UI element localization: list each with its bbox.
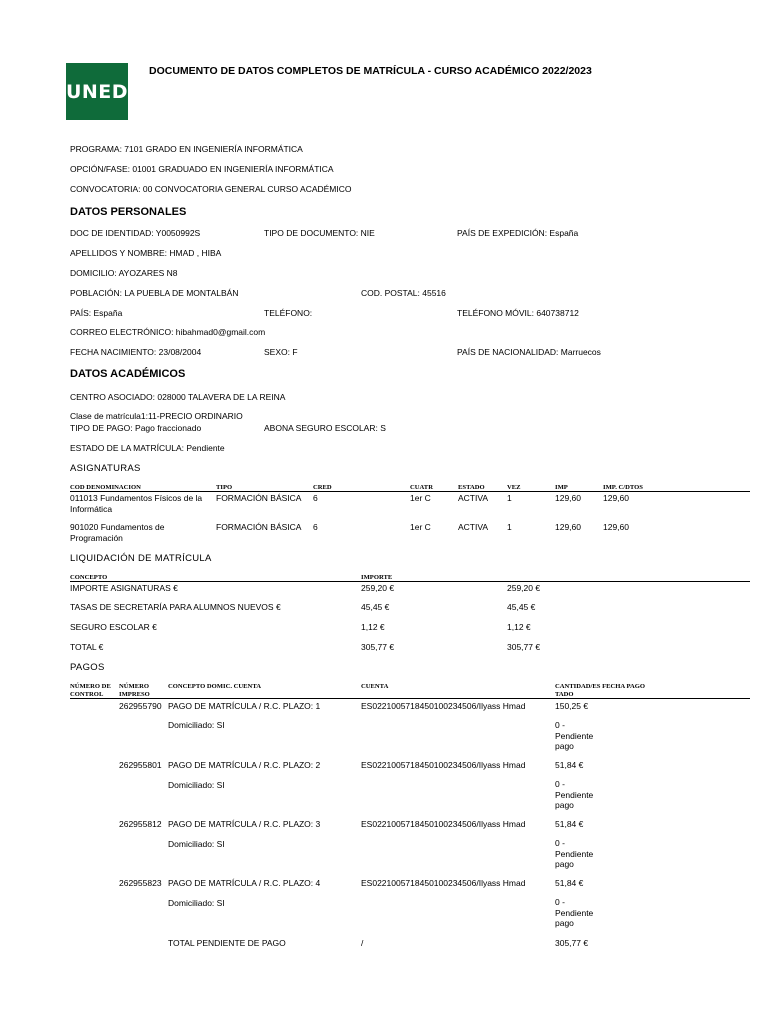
payment-impreso: 262955823 xyxy=(119,878,162,888)
settlement-amount: 259,20 € xyxy=(361,583,395,593)
convocatoria-field: CONVOCATORIA: 00 CONVOCATORIA GENERAL CURSO ACADÉMICO xyxy=(70,184,352,194)
payment-amount: 51,84 € xyxy=(555,819,584,829)
payment-total-separator: / xyxy=(361,938,364,948)
issuing-country-field: PAÍS DE EXPEDICIÓN: España xyxy=(457,228,579,238)
subject-name: 901020 Fundamentos de Programación xyxy=(70,522,165,543)
payment-direct-debit: Domiciliado: SI xyxy=(168,780,225,790)
settlement-amount-2: 1,12 € xyxy=(507,622,531,632)
payment-impreso: 262955801 xyxy=(119,760,162,770)
payment-status: 0 - Pendiente pago xyxy=(555,720,594,751)
payment-concept: PAGO DE MATRÍCULA / R.C. PLAZO: 3 xyxy=(168,819,321,829)
payments-header-rule xyxy=(70,698,750,699)
settlement-amount-2: 305,77 € xyxy=(507,642,541,652)
payment-account: ES0221005718450100234506/Ilyass Hmad xyxy=(361,701,526,711)
subject-times: 1 xyxy=(507,493,512,503)
phone-field: TELÉFONO: xyxy=(264,308,313,318)
settlement-concept: TASAS DE SECRETARÍA PARA ALUMNOS NUEVOS € xyxy=(70,602,281,612)
subjects-col-discounted: IMP. C/DTOS xyxy=(603,484,643,491)
document-title: DOCUMENTO DE DATOS COMPLETOS DE MATRÍCULA - CURSO ACADÉMICO 2022/2023 xyxy=(149,65,592,77)
payment-total-label: TOTAL PENDIENTE DE PAGO xyxy=(168,938,286,948)
payment-direct-debit: Domiciliado: SI xyxy=(168,720,225,730)
settlement-section-title: LIQUIDACIÓN DE MATRÍCULA xyxy=(70,553,212,564)
payment-concept: PAGO DE MATRÍCULA / R.C. PLAZO: 2 xyxy=(168,760,321,770)
subjects-col-type: TIPO xyxy=(216,484,233,491)
settlement-amount: 1,12 € xyxy=(361,622,385,632)
email-field: CORREO ELECTRÓNICO: hibahmad0@gmail.com xyxy=(70,327,266,337)
center-field: CENTRO ASOCIADO: 028000 TALAVERA DE LA REINA xyxy=(70,392,286,402)
settlement-concept: IMPORTE ASIGNATURAS € xyxy=(70,583,178,593)
subject-type: FORMACIÓN BÁSICA xyxy=(216,522,302,532)
payment-account: ES0221005718450100234506/Ilyass Hmad xyxy=(361,878,526,888)
country-field: PAÍS: España xyxy=(70,308,123,318)
subject-discounted: 129,60 xyxy=(603,522,629,532)
payment-concept: PAGO DE MATRÍCULA / R.C. PLAZO: 1 xyxy=(168,701,321,711)
payment-direct-debit: Domiciliado: SI xyxy=(168,839,225,849)
settlement-col-concept: CONCEPTO xyxy=(70,574,108,581)
payment-status: 0 - Pendiente pago xyxy=(555,779,594,810)
subject-term: 1er C xyxy=(410,522,431,532)
subject-term: 1er C xyxy=(410,493,431,503)
address-field: DOMICILIO: AYOZARES N8 xyxy=(70,268,178,278)
subjects-col-credits: CRED xyxy=(313,484,332,491)
payment-type-field: TIPO DE PAGO: Pago fraccionado xyxy=(70,423,202,433)
settlement-col-amount: IMPORTE xyxy=(361,574,393,581)
programa-field: PROGRAMA: 7101 GRADO EN INGENIERÍA INFORMÁTICA xyxy=(70,144,303,154)
subject-times: 1 xyxy=(507,522,512,532)
settlement-amount-2: 45,45 € xyxy=(507,602,536,612)
settlement-concept: SEGURO ESCOLAR € xyxy=(70,622,157,632)
personal-section-title: DATOS PERSONALES xyxy=(70,206,187,218)
mobile-field: TELÉFONO MÓVIL: 640738712 xyxy=(457,308,579,318)
subject-credits: 6 xyxy=(313,522,318,532)
postal-code-field: COD. POSTAL: 45516 xyxy=(361,288,446,298)
settlement-header-rule xyxy=(70,581,750,582)
subjects-header-rule xyxy=(70,491,750,492)
subject-amount: 129,60 xyxy=(555,522,581,532)
payments-col-amount-date: CANTIDAD/ES FECHA PAGO TADO xyxy=(555,683,646,698)
payment-status: 0 - Pendiente pago xyxy=(555,897,594,928)
payments-section-title: PAGOS xyxy=(70,662,105,673)
payment-impreso: 262955790 xyxy=(119,701,162,711)
settlement-amount-2: 259,20 € xyxy=(507,583,541,593)
nationality-field: PAÍS DE NACIONALIDAD: Marruecos xyxy=(457,347,601,357)
payment-direct-debit: Domiciliado: SI xyxy=(168,898,225,908)
payments-col-concept: CONCEPTO DOMIC. CUENTA xyxy=(168,683,261,690)
payments-col-impreso: NÚMERO IMPRESO xyxy=(119,683,150,698)
opcion-field: OPCIÓN/FASE: 01001 GRADUADO EN INGENIERÍA INFORMÁTICA xyxy=(70,164,334,174)
payment-concept: PAGO DE MATRÍCULA / R.C. PLAZO: 4 xyxy=(168,878,321,888)
settlement-amount: 305,77 € xyxy=(361,642,395,652)
subject-name: 011013 Fundamentos Físicos de la Informática xyxy=(70,493,203,514)
subjects-col-name: COD DENOMINACION xyxy=(70,484,141,491)
subject-type: FORMACIÓN BÁSICA xyxy=(216,493,302,503)
payment-amount: 150,25 € xyxy=(555,701,589,711)
subjects-col-term: CUATR xyxy=(410,484,433,491)
payment-amount: 51,84 € xyxy=(555,760,584,770)
settlement-amount: 45,45 € xyxy=(361,602,390,612)
subjects-section-title: ASIGNATURAS xyxy=(70,463,141,474)
subject-status: ACTIVA xyxy=(458,522,489,532)
uned-logo: UNED xyxy=(66,63,128,120)
doc-id-field: DOC DE IDENTIDAD: Y0050992S xyxy=(70,228,201,238)
settlement-concept: TOTAL € xyxy=(70,642,104,652)
payment-total-value: 305,77 € xyxy=(555,938,589,948)
enrolment-class-field: Clase de matrícula1:11-PRECIO ORDINARIO xyxy=(70,411,243,421)
payment-status: 0 - Pendiente pago xyxy=(555,838,594,869)
subjects-col-amount: IMP xyxy=(555,484,568,491)
doc-type-field: TIPO DE DOCUMENTO: NIE xyxy=(264,228,375,238)
subject-discounted: 129,60 xyxy=(603,493,629,503)
payments-col-account: CUENTA xyxy=(361,683,389,690)
payment-account: ES0221005718450100234506/Ilyass Hmad xyxy=(361,819,526,829)
school-insurance-field: ABONA SEGURO ESCOLAR: S xyxy=(264,423,386,433)
payment-impreso: 262955812 xyxy=(119,819,162,829)
enrolment-status-field: ESTADO DE LA MATRÍCULA: Pendiente xyxy=(70,443,225,453)
subjects-col-status: ESTADO xyxy=(458,484,485,491)
town-field: POBLACIÓN: LA PUEBLA DE MONTALBÁN xyxy=(70,288,239,298)
academic-section-title: DATOS ACADÉMICOS xyxy=(70,368,186,380)
birthdate-field: FECHA NACIMIENTO: 23/08/2004 xyxy=(70,347,202,357)
payment-account: ES0221005718450100234506/Ilyass Hmad xyxy=(361,760,526,770)
subjects-col-times: VEZ xyxy=(507,484,521,491)
subject-amount: 129,60 xyxy=(555,493,581,503)
subject-status: ACTIVA xyxy=(458,493,489,503)
payments-col-control: NÚMERO DE CONTROL xyxy=(70,683,111,698)
name-field: APELLIDOS Y NOMBRE: HMAD , HIBA xyxy=(70,248,222,258)
payment-amount: 51,84 € xyxy=(555,878,584,888)
subject-credits: 6 xyxy=(313,493,318,503)
sex-field: SEXO: F xyxy=(264,347,298,357)
